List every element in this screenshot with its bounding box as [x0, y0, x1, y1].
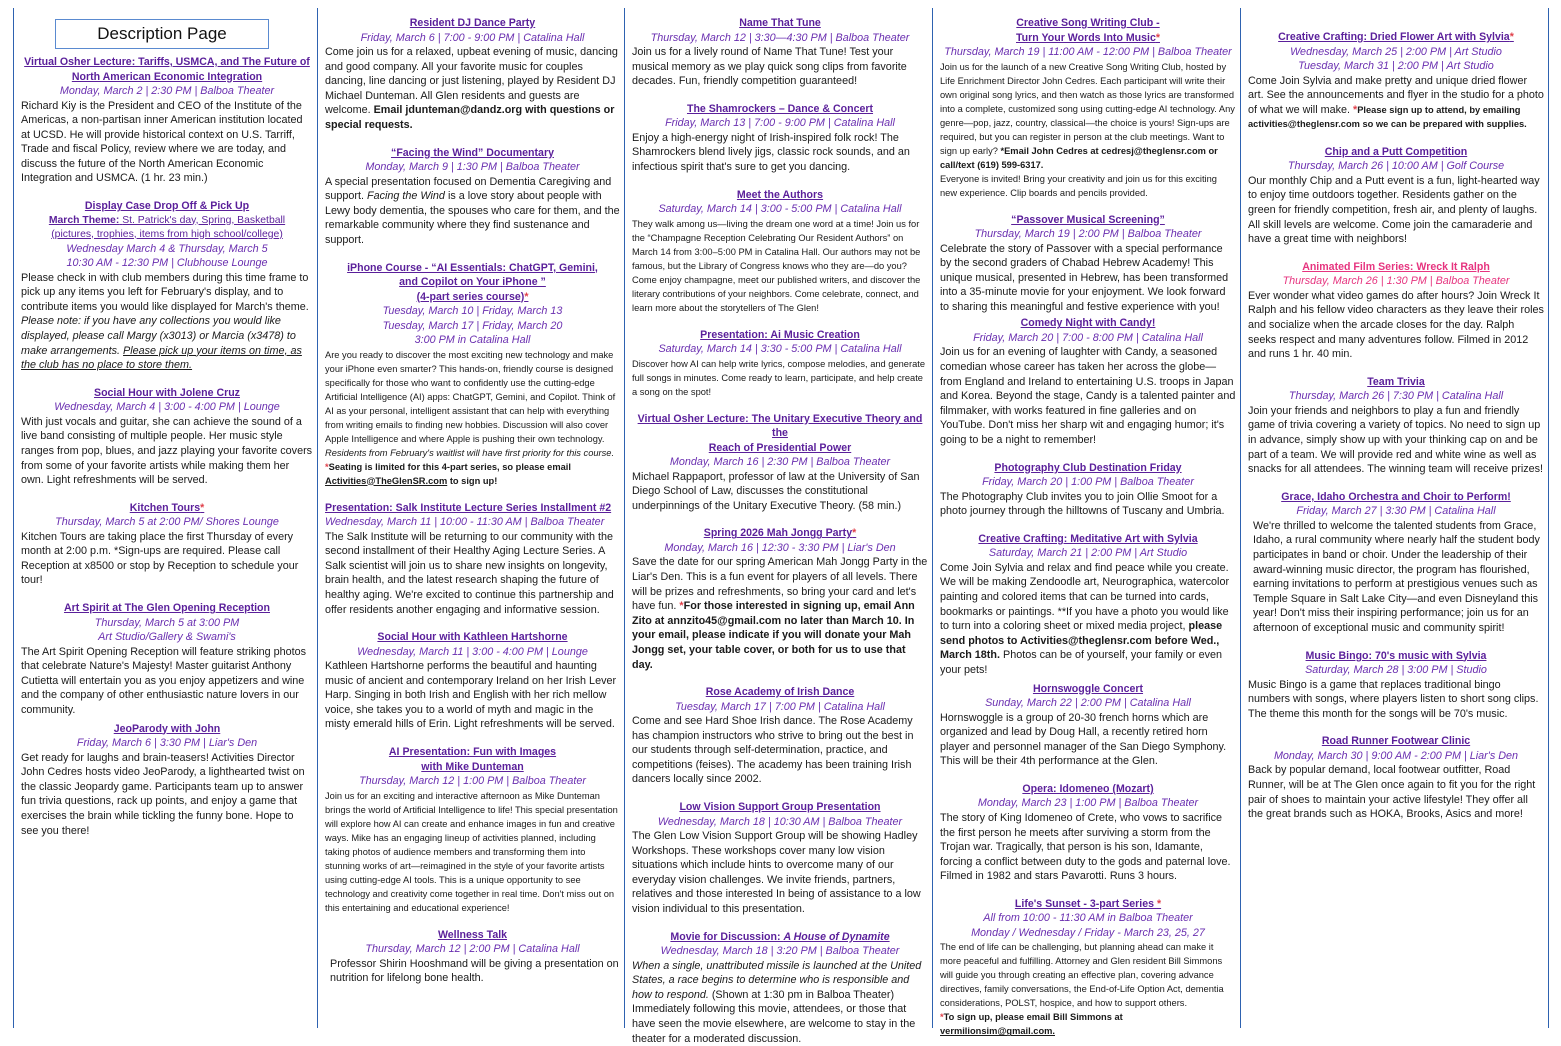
event-title: Spring 2026 Mah Jongg Party*	[703, 527, 857, 540]
event-description: We're thrilled to welcome the talented students from Grace, Idaho, a rural community where nearly half the student body participates in band or choir. Under the leadership of their award-winning music director, the program has flourished, earning invitations to perform at prestigious venues such as Temple Square in Salt Lake City—and even Disneyland this year! Don't miss their inspiring performance; join us for an afternoon of exceptional music and community spirit!	[1253, 519, 1540, 634]
event-iphone-course	[325, 261, 620, 488]
event-hornswoggle	[940, 682, 1236, 769]
event-description: Come Join Sylvia and make pretty and unique dried flower art. See the announcements and flyer in the studio for a photo of what we will make. *Please sign up to attend, by emailing activities@theglensr.com so we can be prepared with supplies.	[1248, 74, 1544, 130]
event-photography-club	[940, 461, 1236, 519]
event-title: “Passover Musical Screening”	[1011, 213, 1165, 226]
column-5	[1240, 8, 1549, 1028]
event-description: Richard Kiy is the President and CEO of the Institute of the Americas, a non-partisan inner American institution located at UCSD. He will provide historical context on U.S. Tarriff, Trade and fiscal Policy, review where we are today, and discuss the future of the North American Economic Integration and USMCA. (1 hr. 23 min.)	[21, 99, 303, 185]
event-title: Music Bingo: 70's music with Sylvia	[1305, 649, 1487, 662]
event-title: The Shamrockers – Dance & Concert	[686, 102, 874, 115]
event-chip-and-putt	[1248, 145, 1544, 247]
event-when-line2: 10:30 AM - 12:30 PM | Clubhouse Lounge	[66, 257, 268, 270]
event-title: Road Runner Footwear Clinic	[1321, 735, 1471, 748]
event-kitchen-tours	[21, 501, 313, 588]
event-house-of-dynamite	[632, 930, 928, 1046]
event-osher-unitary-executive	[632, 412, 928, 514]
event-when-line2: Tuesday, March 17 | Friday, March 20	[382, 319, 563, 332]
event-when: Friday, March 20 | 1:00 PM | Balboa Theater	[982, 476, 1194, 489]
event-osher-tariffs	[21, 55, 313, 186]
event-title: Virtual Osher Lecture: The Unitary Executive Theory and the	[637, 412, 923, 440]
event-mah-jongg	[632, 526, 928, 672]
event-description: With just vocals and guitar, she can achieve the sound of a live band consisting of multiple people. Her music style ranges from pop, blues, and jazz playing your favorite covers from some of your favorite artists while making them her own. Light refreshments will be served.	[21, 415, 313, 487]
event-when: Sunday, March 22 | 2:00 PM | Catalina Hall	[985, 697, 1191, 710]
email-link[interactable]: vermilionsim@gmail.com.	[940, 1026, 1055, 1037]
event-when: Monday, March 16 | 12:30 - 3:30 PM | Liar's Den	[664, 541, 896, 554]
event-when: Monday, March 30 | 9:00 AM - 2:00 PM | Liar's Den	[1273, 749, 1519, 762]
event-when: Thursday, March 12 | 2:00 PM | Catalina Hall	[365, 943, 580, 956]
event-title: Creative Crafting: Dried Flower Art with Sylvia*	[1278, 31, 1514, 43]
event-description: Our monthly Chip and a Putt event is a fun, light‑hearted way to enjoy time outdoors together. Residents gather on the green for friendly competition, fresh air, and plenty of laughs. All skill levels are welcome. Come join the camaraderie and have a great time with neighbors!	[1248, 174, 1540, 246]
event-music-bingo	[1248, 649, 1544, 722]
event-title-line2: Reach of Presidential Power	[708, 441, 852, 454]
column-1	[13, 8, 317, 1028]
event-description: They walk among us—living the dream one word at a time! Join us for the “Champagne Reception Celebrating Our Resident Authors” on March 14 from 3:00–5:00 PM in Catalina Hall. Our authors may not be famous, but the Library of Congress knows who they are—do you? Come enjoy champagne, meet our published writers, and discover the literary contributions of your neighbors. Come celebrate, connect, and learn more about the storytellers of The Glen!	[632, 218, 921, 313]
event-wreck-it-ralph	[1248, 260, 1544, 362]
event-road-runner	[1248, 734, 1544, 821]
event-title: JeoParody with John	[113, 722, 221, 735]
event-opera-idomeneo	[940, 782, 1236, 884]
event-description: Join us for an exciting and interactive afternoon as Mike Dunteman brings the world of Artificial Intelligence to life! This special presentation will explore how AI can create and enhance images in fun and creative ways. Mike has an engaging lineup of activities planned, including taking photos of audience members and transforming them into stunning works of art—reimagined in the style of your favorite artists using cutting-edge AI tools. This is a unique opportunity to see technology and creativity come together in real time. Don't miss out on this entertaining and educational experience!	[325, 790, 618, 913]
theme-value: St. Patrick's day, Spring, Basketball	[122, 214, 286, 226]
event-when: Saturday, March 14 | 3:00 - 5:00 PM | Catalina Hall	[658, 203, 902, 216]
event-title: Presentation: Salk Institute Lecture Series Installment #2	[325, 501, 612, 514]
event-when: All from 10:00 - 11:30 AM in Balboa Theater	[983, 912, 1193, 925]
event-title: Photography Club Destination Friday	[994, 461, 1182, 474]
event-title: Hornswoggle Concert	[1032, 682, 1144, 695]
event-ai-images	[325, 745, 620, 915]
event-when: Thursday, March 5 at 3:00 PM	[94, 616, 240, 629]
event-title: Kitchen Tours*	[129, 501, 205, 514]
event-description: The Salk Institute will be returning to our community with the second installment of their Healthy Aging Lecture Series. A Salk scientist will join us to share new insights on longevity, brain health, and the latest research shaping the future of healthy aging. We're excited to continue this partnership and offer residents another engaging and informative session.	[325, 530, 614, 616]
event-title-line2: and Copilot on Your iPhone ”	[399, 276, 546, 289]
event-when: Monday, March 9 | 1:30 PM | Balboa Theater	[365, 161, 580, 174]
event-title: Virtual Osher Lecture: Tariffs, USMCA, and The Future of North American Economic Integration	[24, 56, 310, 83]
event-title: Display Case Drop Off & Pick Up	[84, 200, 250, 213]
event-title: Team Trivia	[1367, 375, 1425, 388]
event-name-that-tune	[632, 16, 928, 89]
event-title: Low Vision Support Group Presentation	[679, 801, 881, 814]
event-description: Kathleen Hartshorne performs the beautiful and haunting music of ancient and contemporary Ireland on her Irish Lever Harp. Singing in both Irish and English with her rich mellow voice, she takes you to a world of myth and magic in the misty emerald hills of Erin. Light refreshments will be served.	[325, 660, 617, 731]
event-description: Come Join Sylvia and relax and find peace while you create. We will be making Zendoodle art, Neurographica, watercolor painting and colored items that can be turned into cards, bookmarks or paintings. **If you have a photo you would like to turn into a coloring sheet or mixed media project, please send photos to Activities@theglensr.com before Wed., March 18th. Photos can be of yourself, your family or even your pets!	[940, 561, 1230, 676]
event-title: iPhone Course - “AI Essentials: ChatGPT, Gemini,	[347, 261, 598, 274]
email-link[interactable]: Activities@TheGlenSR.com	[325, 475, 448, 486]
event-description: Professor Shirin Hooshmand will be giving a presentation on nutrition for lifelong bone health.	[330, 957, 619, 985]
event-title: Chip and a Putt Competition	[1324, 145, 1468, 158]
event-when: Thursday, March 26 | 10:00 AM | Golf Course	[1287, 160, 1505, 173]
event-salk-institute	[325, 501, 620, 618]
event-description: The story of King Idomeneo of Crete, who vows to sacrifice the first person he meets after surviving a storm from the Trojan war. Tragically, that person is his son, Idamante, forcing a conflict between duty to the gods and paternal love. Filmed in 1982 and stars Pavarotti. Runs 3 hours.	[940, 811, 1231, 883]
event-title: Opera: Idomeneo (Mozart)	[1022, 782, 1154, 795]
event-description: Back by popular demand, local footwear outfitter, Road Runner, will be at The Glen once again to fit you for the right pair of shoes to maintain your active lifestyle! They offer all the great brands such as HOKA, Brooks, Asics and more!	[1248, 764, 1536, 821]
event-jolene-cruz	[21, 386, 313, 488]
event-title: Life's Sunset - 3-part Series *	[1014, 897, 1162, 910]
event-title: Animated Film Series: Wreck It Ralph	[1302, 260, 1490, 273]
event-facing-the-wind	[325, 146, 620, 248]
event-title: Creative Crafting: Meditative Art with Sylvia	[978, 532, 1198, 545]
event-when: Saturday, March 21 | 2:00 PM | Art Studio	[988, 547, 1188, 560]
event-description: Are you ready to discover the most exciting new technology and make your iPhone even smarter? This hands-on, friendly course is designed specifically for those who want to confidently use the cutting-edge Artificial Intelligence (AI) apps: ChatGPT, Gemini, and Copilot. Think of AI as your personal, intelligent assistant that can help with everything from writing emails to finding new hobbies. Discussion will also cover Apple Intelligence and where Apple is pushing their own technology. Residents from February's waitlist will have first priority for this course. *Seating is limited for this 4-part series, so please email Activities@TheGlenSR.com to sign up!	[325, 349, 616, 486]
event-title: Wellness Talk	[437, 928, 508, 941]
event-description: Kitchen Tours are taking place the first Thursday of every month at 2:00 p.m. *Sign-ups are required. Please call Reception at x8500 or stop by Reception to schedule your tour!	[21, 530, 299, 587]
asterisk-icon: *	[524, 290, 529, 303]
event-dj-dance	[325, 16, 620, 133]
event-display-case	[21, 199, 313, 373]
event-art-spirit	[21, 601, 313, 717]
event-when: Tuesday, March 10 | Friday, March 13	[382, 305, 563, 318]
event-song-writing-club	[940, 16, 1236, 200]
event-wellness-talk	[325, 928, 620, 986]
event-when: Thursday, March 12 | 3:30—4:30 PM | Balboa Theater	[650, 31, 910, 44]
event-description: The end of life can be challenging, but planning ahead can make it more peaceful and fulfilling. Attorney and Glen resident Bill Simmons will guide you through creating an effective plan, covering advance directives, family conversations, the End‑of‑Life Option Act, dementia considerations, POLST, hospice, and how to support others. *To sign up, please email Bill Simmons at vermilionsim@gmail.com.	[940, 942, 1224, 1037]
event-description: Come join us for a relaxed, upbeat evening of music, dancing and good company. All your favorite music for couples dancing, line dancing or just listening, played by Resident DJ Michael Dunteman. All Glen residents and guests are welcome. Email jdunteman@dandz.org with questions or special requests.	[325, 46, 618, 131]
event-description: Join us for an evening of laughter with Candy, a seasoned comedian whose career has taken her across the globe—from England and Ireland to entertaining U.S. troops in Japan and Korea. Beyond the stage, Candy is a talented painter and filmmaker, with works featured in fine galleries and on YouTube. Don't miss her sharp wit and engaging humor; it's going to be a night to remember!	[940, 346, 1236, 447]
event-description: Enjoy a high-energy night of Irish-inspired folk rock! The Shamrockers blend lively jigs, classic rock sounds, and an infectious spirit that's sure to get you dancing.	[632, 131, 910, 173]
event-description: Get ready for laughs and brain-teasers! Activities Director John Cedres hosts video JeoParody, a lighthearted twist on the classic Jeopardy game. Participants team up to answer fun trivia questions, rack up points, and enjoy a game that exercises the brain while tickling the funny bone. Hope to see you there!	[21, 751, 305, 837]
event-when: Friday, March 6 | 7:00 - 9:00 PM | Catalina Hall	[360, 31, 585, 44]
asterisk-icon: *	[1509, 31, 1514, 43]
event-description: Celebrate the story of Passover with a special performance by the second graders of Chabad Hebrew Academy! This unique musical, presented in Hebrew, has been transformed into a 35-minute movie for your enjoyment. We look forward to sharing this meaningful and festive experience with you!	[940, 242, 1229, 313]
event-when: Thursday, March 19 | 11:00 AM - 12:00 PM | Balboa Theater	[944, 46, 1232, 58]
event-title: Grace, Idaho Orchestra and Choir to Perform!	[1281, 490, 1511, 503]
event-description: A special presentation focused on Dementia Caregiving and support. Facing the Wind is a love story about people with Lewy body dementia, the spouses who care for them, and the remarkable community where they find sustenance and support.	[325, 175, 620, 246]
event-description: The Glen Low Vision Support Group will be showing Hadley Workshops. These workshops cover many low vision situations which include hints to overcome many of our everyday vision challenges. We invite friends, partners, relatives and those interested In being of assistance to a low vision individual to this presentation.	[632, 830, 921, 916]
event-when: Wednesday, March 18 | 10:30 AM | Balboa Theater	[657, 815, 903, 828]
event-title: Social Hour with Kathleen Hartshorne	[377, 631, 568, 644]
event-kathleen-hartshorne	[325, 630, 620, 732]
event-when: Saturday, March 14 | 3:30 - 5:00 PM | Catalina Hall	[658, 343, 902, 356]
event-description: When a single, unattributed missile is launched at the United States, a race begins to determine who is responsible and how to respond. (Shown at 1:30 pm in Balboa Theater) Immediately following this movie, attendees, or those that have seen the movie elsewhere, are welcome to stay in the theater for a moderated discussion.	[632, 959, 922, 1045]
event-low-vision	[632, 800, 928, 917]
event-description: Please check in with club members during this time frame to pick up any items you left for February's display, and to contribute items you would like displayed for March's theme. Please note: if you have any collections you would like displayed, please call Margy (x3013) or Marcia (x3478) to make arrangements. Please pick up your items on time, as the club has no place to store them.	[21, 271, 309, 372]
event-title: Art Spirit at The Glen Opening Reception	[63, 602, 270, 615]
event-when: Friday, March 20 | 7:00 - 8:00 PM | Catalina Hall	[973, 331, 1203, 344]
event-dried-flower-art	[1248, 30, 1544, 132]
event-title: Comedy Night with Candy!	[1020, 317, 1156, 330]
event-when: Wednesday, March 11 | 3:00 - 4:00 PM | Lounge	[357, 645, 588, 658]
asterisk-icon: *	[1156, 897, 1162, 910]
event-title-line3: (4-part series course)*	[416, 290, 529, 303]
event-description: Join your friends and neighbors to play a fun and friendly game of trivia covering a variety of topics. No need to sign up in advance, simply show up with your thinking cap on and be part of a team. We will provide red and white wine as well as snacks for all attendees. The winning team will receive prizes!	[1248, 404, 1544, 476]
event-when-line2: Monday / Wednesday / Friday - March 23, 25, 27	[971, 926, 1205, 939]
event-description: Hornswoggle is a group of 20-30 french horns which are organized and lead by Doug Hall, a recently retired horn player and personnel manager of the San Diego Symphony. This will be their 4th performance at the Glen.	[940, 711, 1227, 768]
event-when: Wednesday March 4 & Thursday, March 5	[66, 242, 268, 255]
event-description: The Photography Club invites you to join Ollie Smoot for a photo journey through the hilltowns of Tuscany and Umbria.	[940, 490, 1225, 518]
event-title-line2: with Mike Dunteman	[421, 760, 524, 773]
event-when: Wednesday, March 4 | 3:00 - 4:00 PM | Lounge	[54, 401, 280, 414]
event-when: Thursday, March 26 | 1:30 PM | Balboa Theater	[1282, 275, 1510, 288]
event-when: Thursday, March 12 | 1:00 PM | Balboa Theater	[359, 775, 586, 788]
event-description: Join us for a lively round of Name That Tune! Test your musical memory as we play quick song clips from favorite decades. Fun, friendly competition guaranteed!	[632, 46, 907, 88]
column-2	[317, 8, 624, 1028]
event-when: Friday, March 6 | 3:30 PM | Liar's Den	[76, 737, 258, 750]
event-title: Movie for Discussion: A House of Dynamite	[670, 930, 890, 943]
page-title: Description Page	[55, 19, 269, 49]
event-description: The Art Spirit Opening Reception will feature striking photos that celebrate Nature's Majesty! Master guitarist Anthony Cutietta will entertain you as you enjoy appetizers and wine and the company of other enthusiastic nature lovers in our community.	[21, 645, 307, 716]
event-title: Resident DJ Dance Party	[409, 17, 536, 29]
event-description: Come and see Hard Shoe Irish dance. The Rose Academy has champion instructors who strive to bring out the best in our students through self-determination, practice, and competitions (feises). The academy has been training Irish dancers locally since 2002.	[632, 715, 914, 786]
event-description: Music Bingo is a game that replaces traditional bingo numbers with songs, where players listen to short song clips. The theme this month for the songs will be 70's music.	[1248, 678, 1539, 720]
event-description: Ever wonder what video games do after hours? Join Wreck It Ralph and his fellow video characters as they leave their roles and socialize when the arcade closes for the day. Ralph seeks respect and many adventures follow. Filmed in 2012 and runs 1 hr. 40 min.	[1248, 289, 1544, 361]
event-when: Monday, March 2 | 2:30 PM | Balboa Theater	[59, 85, 275, 97]
theme-label: March Theme:	[48, 214, 120, 226]
event-description: Join us for the launch of a new Creative Song Writing Club, hosted by Life Enrichment Director John Cedres. Each participant will write their own original song lyrics, and then watch as those lyrics are transformed into a complete, customized song using cutting-edge AI technology. Any genre—pop, jazz, country, classical—the choice is yours! Sign-ups are required, but you can register in person at the club meetings. Want to sign up early? *Email John Cedres at cedresj@theglensr.com or call/text (619) 599-6317. Everyone is invited! Bring your creativity and join us for this exciting new experience. Clip boards and pencils provided.	[940, 61, 1235, 198]
event-lifes-sunset	[940, 897, 1236, 1039]
event-when: Wednesday, March 11 | 10:00 - 11:30 AM | Balboa Theater	[325, 516, 605, 529]
asterisk-icon: *	[852, 527, 857, 540]
event-ai-music-creation	[632, 328, 928, 399]
event-title: “Facing the Wind” Documentary	[391, 146, 554, 159]
event-rose-academy	[632, 685, 928, 787]
event-when: Thursday, March 5 at 2:00 PM/ Shores Lounge	[55, 516, 279, 529]
event-title: AI Presentation: Fun with Images	[388, 746, 557, 759]
asterisk-icon: *	[200, 501, 205, 514]
event-comedy-night	[940, 316, 1236, 447]
event-when: Wednesday, March 25 | 2:00 PM | Art Studio	[1290, 45, 1502, 58]
event-grace-idaho	[1248, 490, 1544, 636]
event-title: Presentation: Ai Music Creation	[700, 328, 860, 341]
event-when: Thursday, March 19 | 2:00 PM | Balboa Theater	[974, 228, 1202, 240]
event-title: Creative Song Writing Club -	[1016, 17, 1160, 29]
event-title: Rose Academy of Irish Dance	[705, 686, 855, 699]
event-description: Save the date for our spring American Mah Jongg Party in the Liar's Den. This is a fun event for players of all levels. There will be prizes and refreshments, so bring your card and let's have fun. *For those interested in signing up, email Ann Zito at annzito45@gmail.com no later than March 10. In your email, please indicate if you will donate your Mah Jongg set, your table cover, or both for us to use that day.	[632, 556, 928, 671]
event-when: Thursday, March 26 | 7:30 PM | Catalina Hall	[1288, 390, 1504, 403]
event-theme	[21, 214, 313, 228]
column-4	[932, 8, 1240, 1037]
event-when: Wednesday, March 18 | 3:20 PM | Balboa Theater	[660, 945, 900, 958]
event-when-line2: Tuesday, March 31 | 2:00 PM | Art Studio	[1298, 60, 1494, 72]
event-title: Meet the Authors	[736, 188, 824, 201]
event-when: Friday, March 27 | 3:30 PM | Catalina Hall	[1296, 505, 1496, 518]
event-title: Social Hour with Jolene Cruz	[94, 386, 240, 399]
event-title: Name That Tune	[739, 17, 821, 29]
event-when-line3: 3:00 PM in Catalina Hall	[414, 334, 531, 347]
event-team-trivia	[1248, 375, 1544, 477]
event-when: Monday, March 23 | 1:00 PM | Balboa Theater	[977, 797, 1199, 810]
event-shamrockers	[632, 102, 928, 175]
event-description: Discover how AI can help write lyrics, compose melodies, and generate full songs in minutes. Come ready to learn, participate, and help create a song on the spot!	[632, 358, 925, 397]
column-3	[624, 8, 932, 1045]
event-meet-the-authors	[632, 188, 928, 315]
event-meditative-art	[940, 532, 1236, 678]
event-jeoparody	[21, 722, 313, 839]
event-when: Tuesday, March 17 | 7:00 PM | Catalina Hall	[675, 700, 885, 713]
event-title-line2: Turn Your Words Into Music*	[1016, 31, 1160, 44]
asterisk-icon: *	[1155, 31, 1160, 44]
event-location: Art Studio/Gallery & Swami's	[98, 631, 236, 644]
event-description: Michael Rappaport, professor of law at the University of San Diego School of Law, discusses the constitutional underpinnings of the Unitary Executive Theory. (58 min.)	[632, 470, 920, 512]
event-when: Monday, March 16 | 2:30 PM | Balboa Theater	[669, 456, 891, 469]
event-theme-note: (pictures, trophies, items from high school/college)	[51, 228, 283, 240]
event-passover-screening	[940, 213, 1236, 315]
event-when: Friday, March 13 | 7:00 - 9:00 PM | Catalina Hall	[665, 117, 895, 130]
event-when: Saturday, March 28 | 3:00 PM | Studio	[1305, 664, 1487, 677]
